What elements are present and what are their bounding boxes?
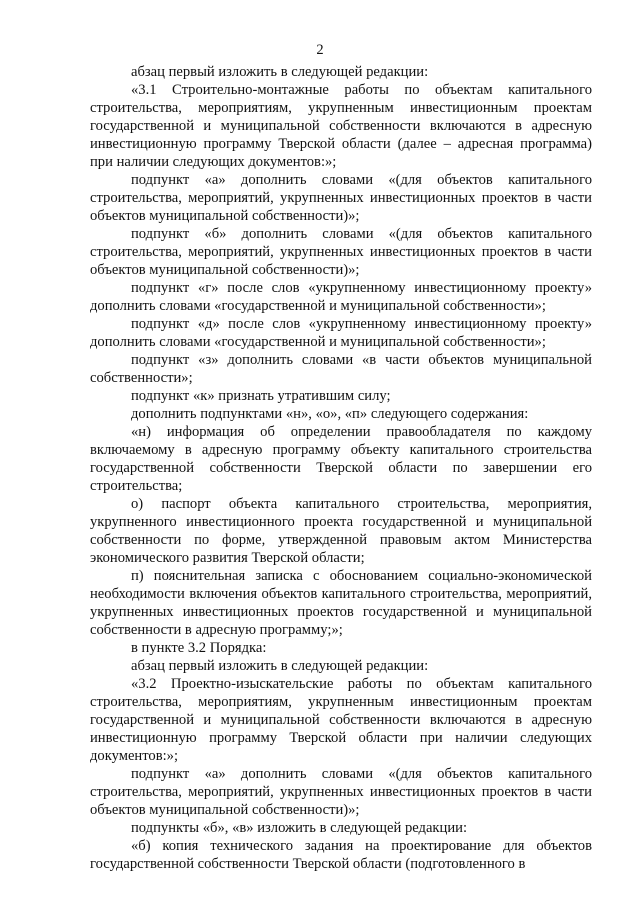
- paragraph: подпункт «к» признать утратившим силу;: [131, 388, 391, 404]
- paragraph: «н) информация об определении правообладателя по каждому включаемому в адресную программу объекту капитального строительства государственной собственности Тверской области по завершении его строительства;: [90, 424, 592, 494]
- paragraph: дополнить подпунктами «н», «о», «п» следующего содержания:: [131, 406, 529, 422]
- paragraph: абзац первый изложить в следующей редакции:: [131, 64, 429, 80]
- paragraph: абзац первый изложить в следующей редакции:: [131, 658, 429, 674]
- paragraph: о) паспорт объекта капитального строительства, мероприятия, укрупненного инвестиционного проекта государственной и муниципальной собственности по форме, утвержденной правовым актом Министерства экономического развития Тверской области;: [90, 496, 592, 566]
- paragraph: подпункт «д» после слов «укрупненному инвестиционному проекту» дополнить словами «государственной и муниципальной собственности»;: [90, 316, 592, 350]
- paragraph: «3.2 Проектно-изыскательские работы по объектам капитального строительства, мероприятиям, укрупненным инвестиционным проектам государственной и муниципальной собственности включаются в адресную инвестиционную программу Тверской области при наличии следующих документов:»;: [90, 676, 592, 764]
- paragraph: п) пояснительная записка с обоснованием социально-экономической необходимости включения объектов капитального строительства, мероприятий, укрупненных инвестиционных проектов государственной и муниципальной собственности в адресную программу;»;: [90, 568, 592, 638]
- paragraph: «3.1 Строительно-монтажные работы по объектам капитального строительства, мероприятиям, укрупненным инвестиционным проектам государственной и муниципальной собственности включаются в адресную инвестиционную программу Тверской области (далее – адресная программа) при наличии следующих документов:»;: [90, 82, 592, 170]
- paragraph: «б) копия технического задания на проектирование для объектов государственной собственности Тверской области (подготовленного в: [90, 838, 592, 872]
- paragraph: подпункт «б» дополнить словами «(для объектов капитального строительства, мероприятий, укрупненных инвестиционных проектов в части объектов муниципальной собственности)»;: [90, 226, 592, 278]
- paragraph: подпункт «а» дополнить словами «(для объектов капитального строительства, мероприятий, укрупненных инвестиционных проектов в части объектов муниципальной собственности)»;: [90, 172, 592, 224]
- paragraph: подпункт «а» дополнить словами «(для объектов капитального строительства, мероприятий, укрупненных инвестиционных проектов в части объектов муниципальной собственности)»;: [90, 766, 592, 818]
- paragraph: подпункты «б», «в» изложить в следующей редакции:: [131, 820, 468, 836]
- page-number: 2: [316, 42, 324, 58]
- paragraph: в пункте 3.2 Порядка:: [131, 640, 267, 656]
- document-body: [90, 63, 592, 873]
- paragraph: подпункт «з» дополнить словами «в части объектов муниципальной собственности»;: [90, 352, 592, 386]
- paragraph: подпункт «г» после слов «укрупненному инвестиционному проекту» дополнить словами «государственной и муниципальной собственности»;: [90, 280, 592, 314]
